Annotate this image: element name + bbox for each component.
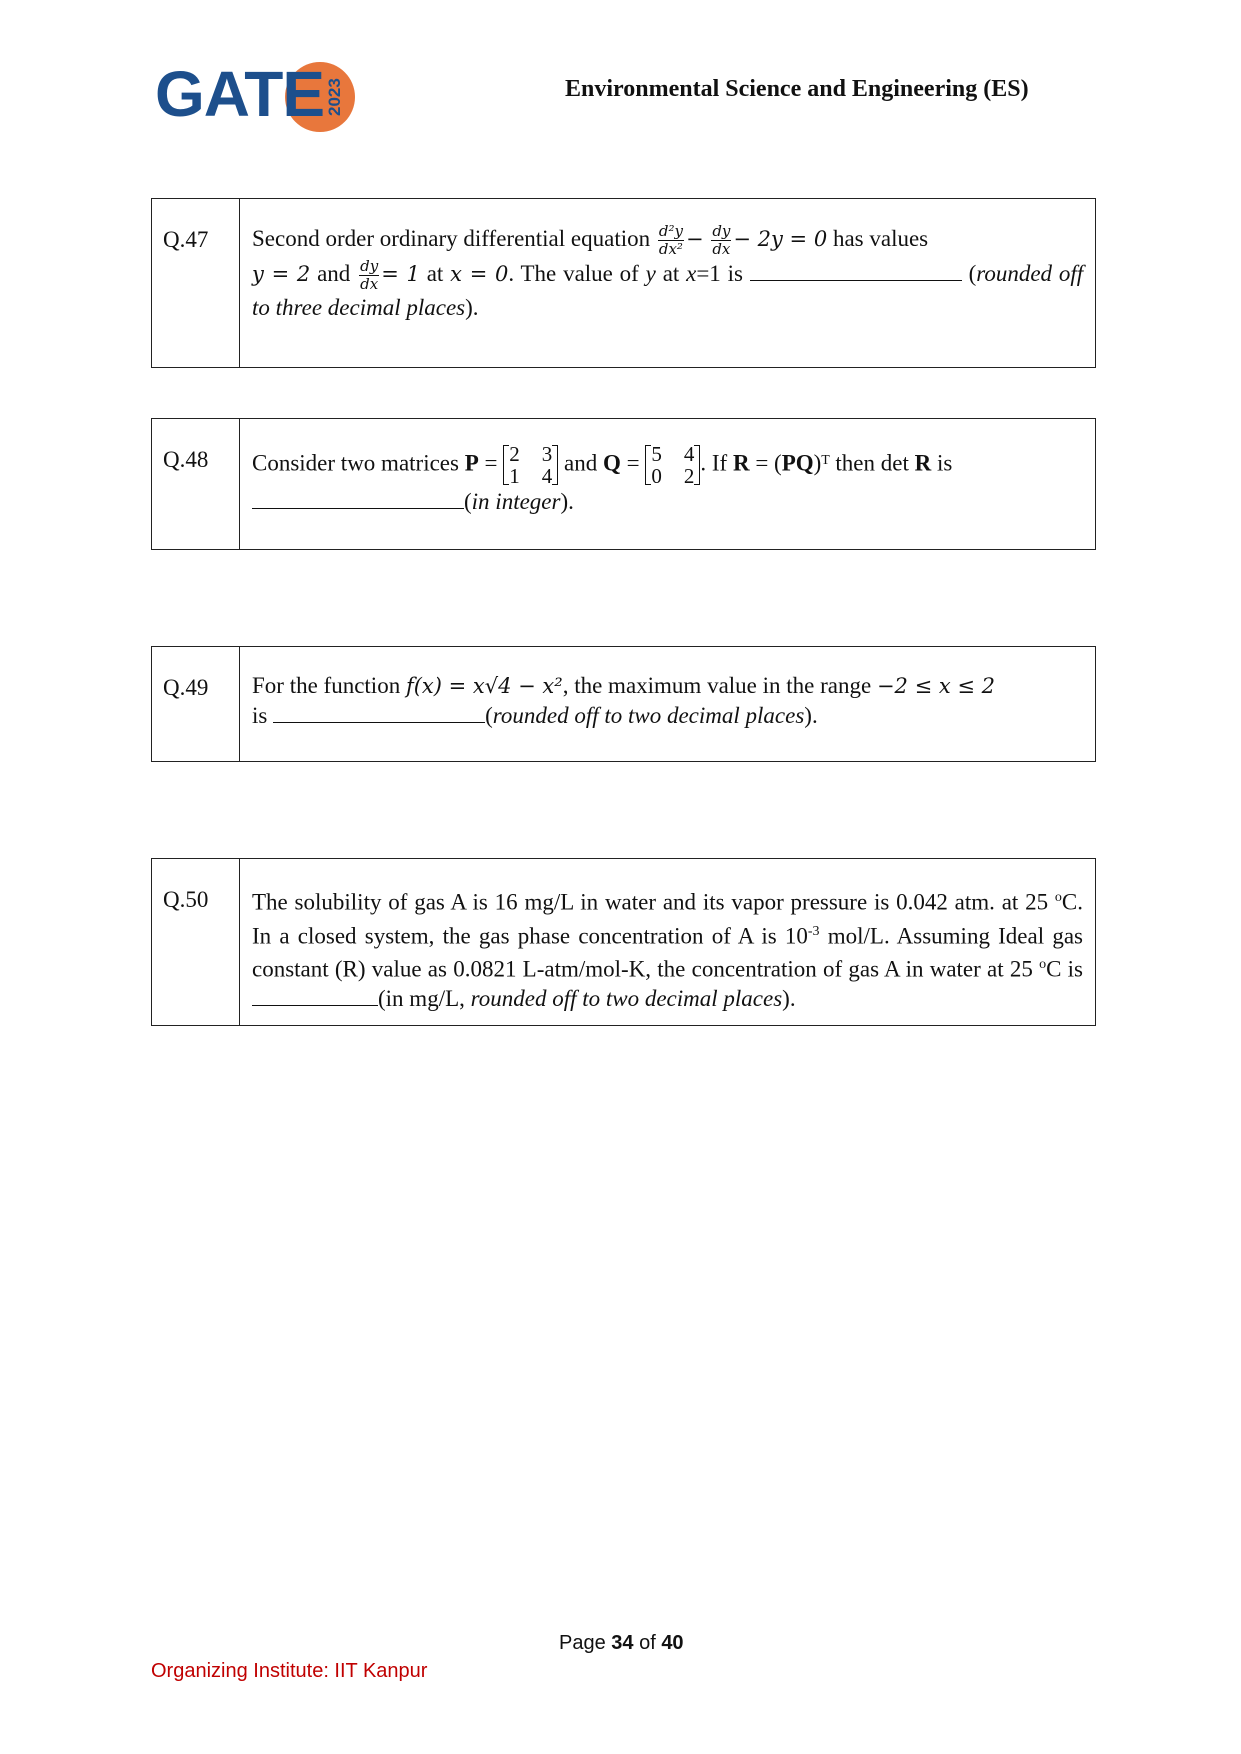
var-x: x <box>686 260 697 286</box>
paren: ). <box>465 295 479 320</box>
answer-hint: rounded off to three decimal places <box>252 260 1084 320</box>
gate-logo <box>155 58 365 138</box>
paren: ). <box>560 489 574 514</box>
answer-blank <box>252 985 378 1006</box>
answer-blank <box>273 702 485 723</box>
matrix-R-label: R <box>732 450 750 476</box>
paren: ). <box>804 703 818 728</box>
matrix-R-label: R <box>914 450 932 476</box>
degree-sup: o <box>1054 890 1062 905</box>
organizing-institute: Organizing Institute: IIT Kanpur <box>151 1660 428 1682</box>
product-PQ: PQ <box>781 450 814 476</box>
page-number <box>559 1632 684 1655</box>
text-segment: and <box>317 260 351 286</box>
transpose: )ᵀ <box>813 450 830 476</box>
paren: ( <box>464 489 472 514</box>
question-box-50 <box>151 858 1096 1026</box>
matrix-Q: 5 4 0 2 <box>645 443 700 487</box>
page-of: of <box>633 1632 662 1654</box>
equals: = ( <box>755 450 782 476</box>
var-y: y <box>645 260 656 286</box>
text-segment: The solubility of gas A is 16 mg/L in water and its vapor pressure is 0.042 atm. at 25 <box>252 889 1055 915</box>
paren: ( <box>485 703 493 728</box>
condition-y: y = 2 <box>252 261 311 286</box>
text-segment: C. In a closed system, the gas phase concentration of A is 10 <box>252 889 1083 949</box>
question-text <box>240 419 1095 549</box>
question-box-48 <box>151 418 1096 550</box>
equals: = <box>626 450 640 476</box>
matrix-P: 2 3 1 4 <box>503 443 558 487</box>
degree-sup: o <box>1039 957 1047 973</box>
equals: = <box>484 450 498 476</box>
question-text <box>240 647 1095 761</box>
text-segment: at <box>662 260 680 286</box>
paren: ). <box>782 985 796 1011</box>
text-segment: , the maximum value in the range <box>562 673 872 698</box>
logo-year: 2023 <box>325 78 344 116</box>
answer-blank <box>750 260 962 281</box>
page-prefix: Page <box>559 1632 612 1654</box>
answer-hint: rounded off to two decimal places <box>470 985 783 1011</box>
question-text <box>240 859 1095 1025</box>
range-expression: −2 ≤ x ≤ 2 <box>876 674 996 698</box>
question-number: Q.47 <box>152 199 240 367</box>
text-segment: is <box>252 703 268 728</box>
function-expression: f(x) = x√4 − x² <box>405 674 563 698</box>
exponent-sup: -3 <box>807 923 820 939</box>
text-segment: Second order ordinary differential equation <box>252 225 651 251</box>
text-segment: (in mg/L, <box>378 985 471 1011</box>
question-number: Q.48 <box>152 419 240 549</box>
matrix-P-label: P <box>464 450 479 476</box>
fraction-dy-dx: $\frac{dy}{dx}$ <box>360 257 379 293</box>
text-segment: mol/L. Assuming Ideal gas constant (R) value as 0.0821 L-atm/mol-K, the concentration of gas A in water at 25 <box>252 923 1083 982</box>
text-segment: C is <box>1046 956 1083 982</box>
condition-x: x = 0 <box>450 261 509 286</box>
paper-title: Environmental Science and Engineering (ES) <box>565 76 1029 102</box>
logo-text: GATE <box>155 58 325 130</box>
paren: ( <box>968 260 977 286</box>
text-segment: For the function <box>252 673 401 698</box>
text-segment: =1 is <box>696 260 743 286</box>
question-box-47 <box>151 198 1096 368</box>
question-text <box>240 199 1095 367</box>
text-segment: is <box>936 450 953 476</box>
fraction-dy-dx: $\frac{dy}{dx}$ <box>712 222 731 258</box>
text-segment: . The value of <box>508 260 639 286</box>
answer-hint: rounded off to two decimal places <box>492 703 805 728</box>
text-segment: and <box>564 450 598 476</box>
page-current: 34 <box>611 1632 634 1654</box>
condition-dy: = 1 <box>381 261 420 286</box>
equation-rest: − 2y = 0 <box>733 226 828 251</box>
page-total: 40 <box>661 1632 684 1654</box>
question-number: Q.50 <box>152 859 240 1025</box>
question-box-49 <box>151 646 1096 762</box>
text-segment: Consider two matrices <box>252 450 459 476</box>
answer-blank <box>252 488 464 509</box>
question-number: Q.49 <box>152 647 240 761</box>
matrix-Q-label: Q <box>602 450 621 476</box>
text-segment: at <box>426 260 444 286</box>
fraction-d2y-dx2: $\frac{\text{d²y}}{\text{dx²}}$ <box>658 222 683 258</box>
text-segment: . If <box>700 450 728 476</box>
answer-hint: in integer <box>471 489 561 514</box>
text-segment: has values <box>832 225 929 251</box>
minus-sign: − <box>685 226 704 251</box>
text-segment: then det <box>835 450 909 476</box>
